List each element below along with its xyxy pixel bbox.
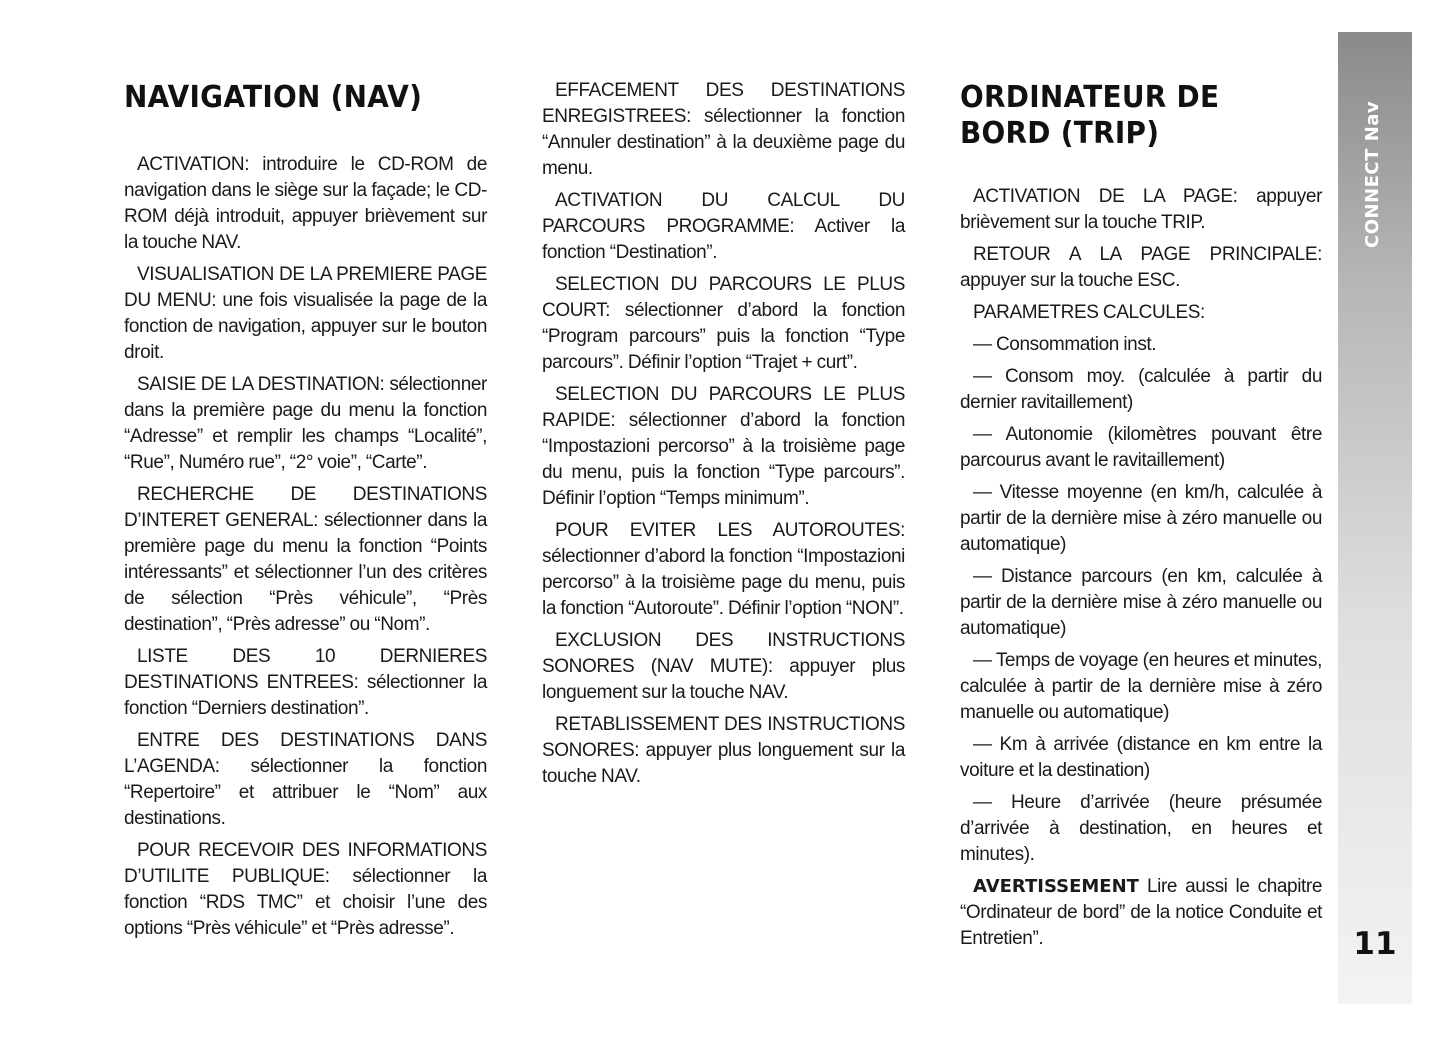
column-navigation-continued: [542, 78, 905, 790]
warning-note: [960, 874, 1322, 952]
paragraph-last-destinations: LISTE DES 10 DERNIERES DESTINATIONS ENTREES: sélectionner la fonction “Derniers destination”.: [124, 646, 487, 719]
paragraph-avoid-motorways: POUR EVITER LES AUTOROUTES: sélectionner d’abord la fonction “Impostazioni percorso” à la troisième page du menu, puis la fonction “Autoroute”. Définir l’option “NON”.: [542, 520, 905, 619]
list-item-distance: — Distance parcours (en km, calculée à partir de la dernière mise à zéro manuelle ou automatique): [960, 566, 1322, 639]
list-item-travel-time: — Temps de voyage (en heures et minutes, calculée à partir de la dernière mise à zéro manuelle ou automatique): [960, 650, 1322, 723]
paragraph-first-page: VISUALISATION DE LA PREMIERE PAGE DU MENU: une fois visualisée la page de la fonction de navigation, appuyer sur le bouton droit.: [124, 264, 487, 363]
list-item-range: — Autonomie (kilomètres pouvant être parcourus avant le ravitaillement): [960, 424, 1322, 471]
paragraph-route-calculation: ACTIVATION DU CALCUL DU PARCOURS PROGRAMME: Activer la fonction “Destination”.: [542, 190, 905, 263]
paragraph-restore-instructions: RETABLISSEMENT DES INSTRUCTIONS SONORES: appuyer plus longuement sur la touche NAV.: [542, 714, 905, 787]
paragraph-destination-input: SAISIE DE LA DESTINATION: sélectionner dans la première page du menu la fonction “Adresse” et remplir les champs “Localité”, “Rue”, Numéro rue”, “2° voie”, “Carte”.: [124, 374, 487, 473]
section-title-trip-line1: ORDINATEUR DE: [960, 80, 1220, 115]
paragraph-parameters-heading: PARAMETRES CALCULES:: [973, 302, 1205, 323]
list-item-average-consumption: — Consom moy. (calculée à partir du dernier ravitaillement): [960, 366, 1322, 413]
column-trip-computer: [960, 78, 1322, 952]
section-title-navigation: NAVIGATION (NAV): [124, 80, 423, 115]
list-item-km-to-arrival: — Km à arrivée (distance en km entre la voiture et la destination): [960, 734, 1322, 781]
warning-label: AVERTISSEMENT: [973, 876, 1139, 897]
paragraph-fastest-route: SELECTION DU PARCOURS LE PLUS RAPIDE: sélectionner d’abord la fonction “Impostazioni percorso” à la troisième page du menu, puis la fonction “Type parcours”. Définir l’option “Temps minimum”.: [542, 384, 905, 509]
paragraph-shortest-route: SELECTION DU PARCOURS LE PLUS COURT: sélectionner d’abord la fonction “Program parcours” puis la fonction “Type parcours”. Définir l’option “Trajet + curt”.: [542, 274, 905, 373]
paragraph-return-main: RETOUR A LA PAGE PRINCIPALE: appuyer sur la touche ESC.: [960, 244, 1322, 291]
paragraph-public-info: POUR RECEVOIR DES INFORMATIONS D’UTILITE PUBLIQUE: sélectionner la fonction “RDS TMC” et choisir l’une des options “Près véhicule” et “Près adresse”.: [124, 840, 487, 939]
page-number: 11: [1353, 926, 1397, 962]
chapter-tab-label: CONNECT Nav: [1362, 100, 1383, 248]
warning-text: Lire aussi le chapitre “Ordinateur de bord” de la notice Conduite et Entretien”.: [960, 876, 1322, 949]
section-title-trip-line2: BORD (TRIP): [960, 116, 1160, 151]
list-item-consumption: — Consommation inst.: [973, 334, 1157, 355]
paragraph-nav-mute: EXCLUSION DES INSTRUCTIONS SONORES (NAV MUTE): appuyer plus longuement sur la touche NAV.: [542, 630, 905, 703]
list-item-average-speed: — Vitesse moyenne (en km/h, calculée à partir de la dernière mise à zéro manuelle ou automatique): [960, 482, 1322, 555]
paragraph-page-activation: ACTIVATION DE LA PAGE: appuyer brièvement sur la touche TRIP.: [960, 186, 1322, 233]
paragraph-activation: ACTIVATION: introduire le CD-ROM de navigation dans le siège sur la façade; le CD-ROM déjà introduit, appuyer brièvement sur la touche NAV.: [124, 154, 487, 253]
paragraph-agenda: ENTRE DES DESTINATIONS DANS L’AGENDA: sélectionner la fonction “Repertoire” et attribuer le “Nom” aux destinations.: [124, 730, 487, 829]
column-navigation: [124, 78, 487, 942]
list-item-arrival-time: — Heure d’arrivée (heure présumée d’arrivée à destination, en heures et minutes).: [960, 792, 1322, 865]
section-title-trip: [960, 80, 1297, 152]
paragraph-points-of-interest: RECHERCHE DE DESTINATIONS D’INTERET GENERAL: sélectionner dans la première page du menu la fonction “Points intéressants” et sélectionner l’un des critères de sélection “Près véhicule”, “Près destination”, “Près adresse” ou “Nom”.: [124, 484, 487, 635]
paragraph-delete-destinations: EFFACEMENT DES DESTINATIONS ENREGISTREES: sélectionner la fonction “Annuler destination” à la deuxième page du menu.: [542, 80, 905, 179]
